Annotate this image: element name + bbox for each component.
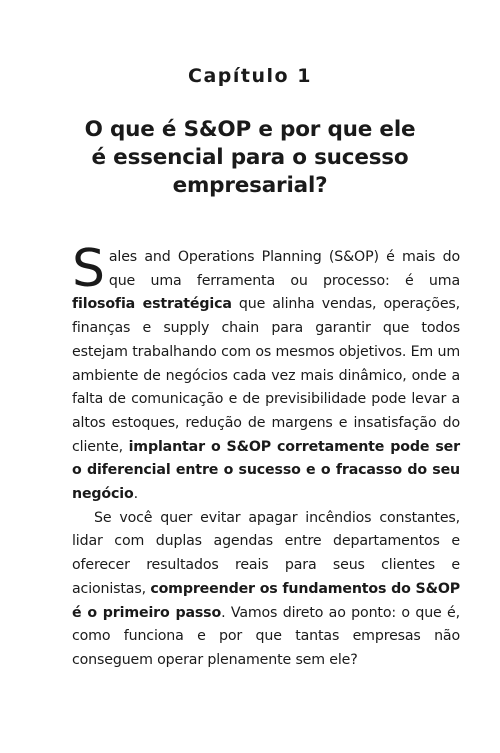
emphasis-text: compreender os fundamentos do S&OP é o primeiro passo bbox=[72, 580, 460, 621]
paragraph-text: ales and Operations Planning (S&OP) é mais do que uma ferramenta ou processo: é uma bbox=[108, 249, 460, 289]
emphasis-text: filosofia estratégica bbox=[72, 296, 232, 313]
chapter-body bbox=[72, 239, 461, 673]
paragraph-text: Se você quer evitar apagar incêndios constantes, lidar com duplas agendas entre departamentos e oferecer resultados reais para seus clientes e acionistas, bbox=[72, 509, 460, 597]
title-line: empresarial? bbox=[172, 173, 328, 198]
paragraph-text: . bbox=[133, 486, 138, 503]
paragraph-intro bbox=[72, 239, 461, 507]
paragraph-second bbox=[72, 507, 460, 673]
paragraph-text: . Vamos direto ao ponto: o que é, como funciona e por que tantas empresas não conseguem operar plenamente sem ele? bbox=[72, 604, 460, 668]
title-line: é essencial para o sucesso bbox=[91, 145, 409, 170]
page-title bbox=[40, 116, 460, 200]
chapter-label: Capítulo 1 bbox=[188, 65, 312, 87]
emphasis-text: implantar o S&OP corretamente pode ser o diferencial entre o sucesso e o fracasso do seu negócio bbox=[72, 438, 460, 503]
paragraph-text: que alinha vendas, operações, finanças e supply chain para garantir que todos estejam trabalhando com os mesmos objetivos. Em um ambiente de negócios cada vez mais dinâmico, onde a falta de comunicação e de previsibilidade pode levar a altos estoques, redução de margens e insatisfação do cliente, bbox=[72, 296, 461, 455]
drop-cap: S bbox=[72, 239, 105, 299]
title-line: O que é S&OP e por que ele bbox=[84, 117, 416, 142]
